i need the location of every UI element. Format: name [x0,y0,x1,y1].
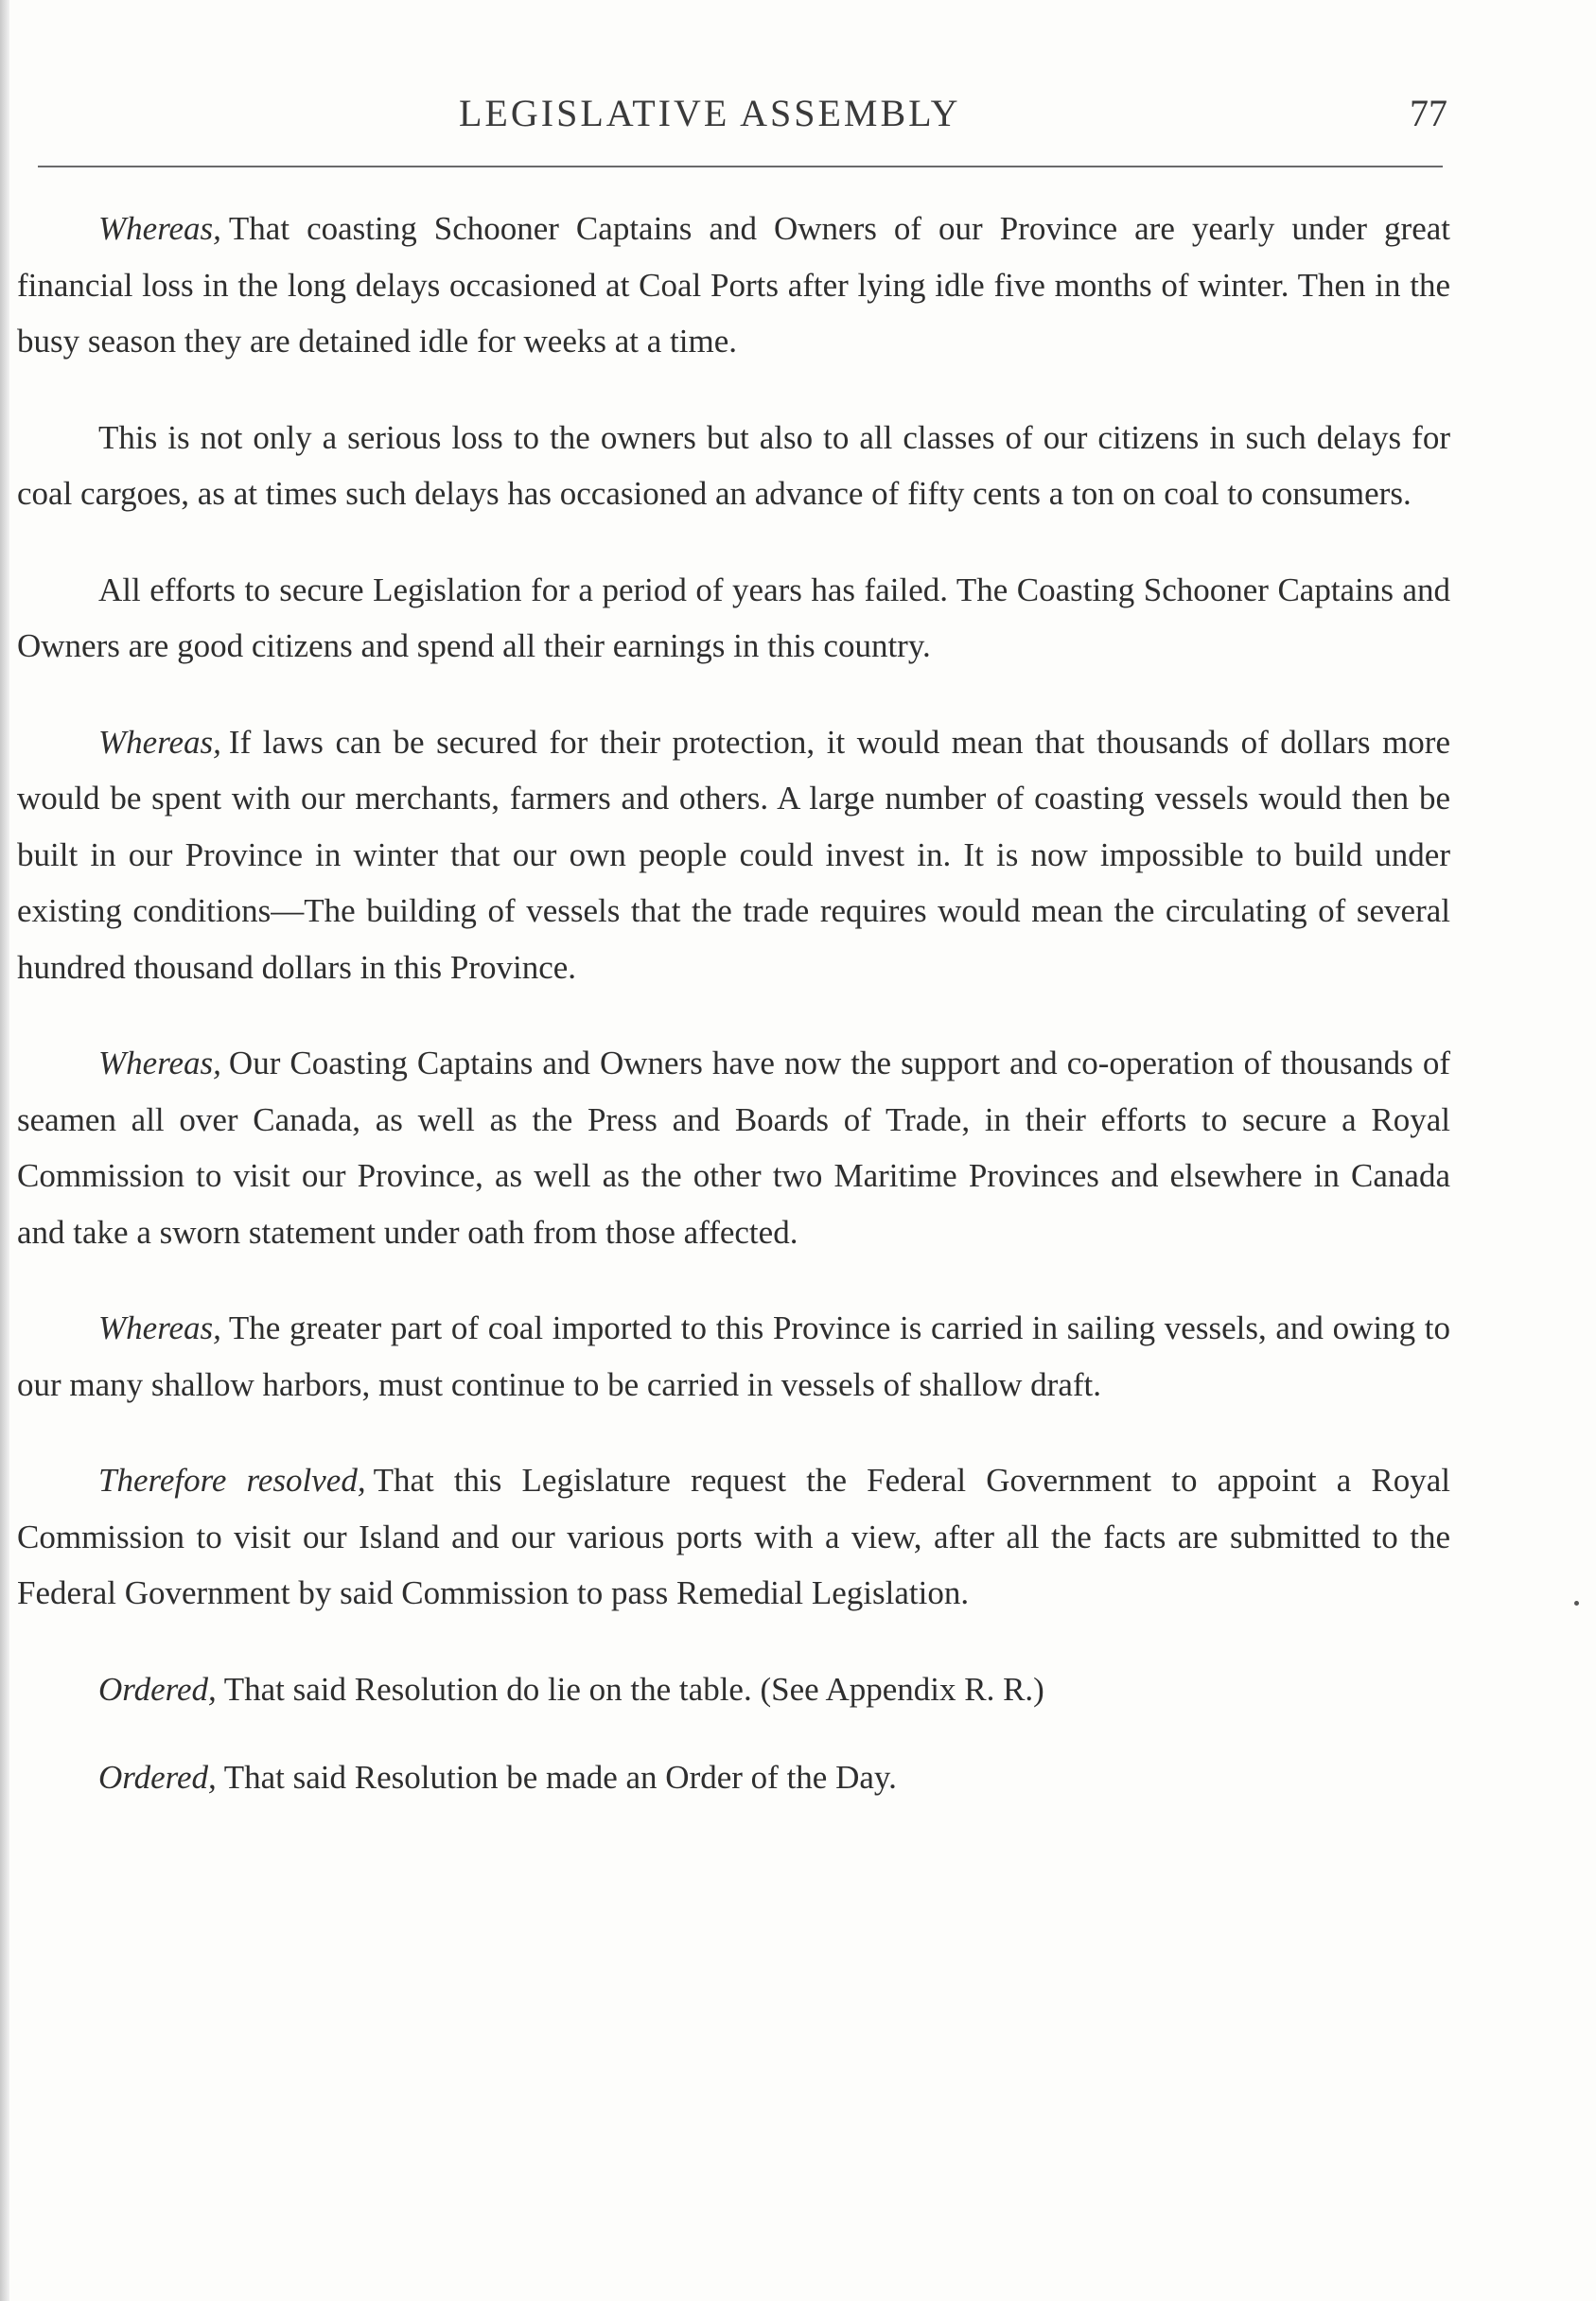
paragraph-lead: Ordered, [98,1759,217,1796]
paragraph-whereas-coal-imported [17,1300,1450,1413]
paragraph-text: If laws can be secured for their protection, it would mean that thousands of dollars more would be spent with our merchants, farmers and others. A large number of coasting vessels would then be built in our Province in winter that our own people could invest in. It is now impossible to build under existing conditions—The building of vessels that the trade requires would mean the circulating of several hundred thousand dollars in this Province. [17,723,1450,986]
paragraph-text: That said Resolution do lie on the table. (See Appendix R. R.) [223,1670,1044,1708]
paragraph-ordered-day [17,1749,1450,1806]
paragraph-ordered-table [17,1661,1450,1718]
paragraph-text: That coasting Schooner Captains and Owners of our Province are yearly under great financial loss in the long delays occasioned at Coal Ports after lying idle five months of winter. Then in the busy season they are detained idle for weeks at a time. [17,210,1450,360]
paragraph-serious-loss [17,410,1450,522]
paragraph-therefore-resolved [17,1452,1450,1622]
paragraph-lead: Whereas, [98,723,221,761]
paragraph-lead: Whereas, [98,1309,221,1346]
paragraph-text: Our Coasting Captains and Owners have now the support and co-operation of thousands of seamen all over Canada, as well as the Press and Boards of Trade, in their efforts to secure a Royal Commission to visit our Province, as well as the other two Maritime Provinces and elsewhere in Canada and take a sworn statement under oath from those affected. [17,1045,1450,1251]
page-binding-shadow [0,0,9,2301]
body-text [17,201,1450,1838]
running-title: LEGISLATIVE ASSEMBLY [459,92,961,134]
page-number: 77 [1410,92,1447,134]
paragraph-lead: Whereas, [98,1045,221,1081]
paragraph-text: The greater part of coal imported to this Province is carried in sailing vessels, and owing to our many shallow harbors, must continue to be carried in vessels of shallow draft. [17,1309,1450,1403]
paragraph-text: This is not only a serious loss to the owners but also to all classes of our citizens in such delays for coal cargoes, as at times such delays has occasioned an advance of fifty cents a ton on coal to consumers. [17,418,1450,512]
paragraph-whereas-support-seamen [17,1035,1450,1260]
paragraph-lead: Whereas, [98,210,221,247]
running-header [28,91,1447,148]
scan-speck [1574,1601,1579,1606]
paragraph-lead: Therefore resolved, [98,1462,366,1499]
header-rule [38,166,1443,167]
paragraph-efforts-failed [17,562,1450,675]
paragraph-text: That this Legislature request the Federal Government to appoint a Royal Commission to visit our Island and our various ports with a view, after all the facts are submitted to the Federal Government by said Commission to pass Remedial Legislation. [17,1462,1450,1611]
paragraph-whereas-coasting-captains [17,201,1450,370]
paragraph-lead: Ordered, [98,1670,217,1708]
paragraph-text: All efforts to secure Legislation for a period of years has failed. The Coasting Schooner Captains and Owners are good citizens and spend all their earnings in this country. [17,571,1450,664]
paragraph-text: That said Resolution be made an Order of the Day. [223,1759,897,1796]
paragraph-whereas-laws-secured [17,714,1450,996]
